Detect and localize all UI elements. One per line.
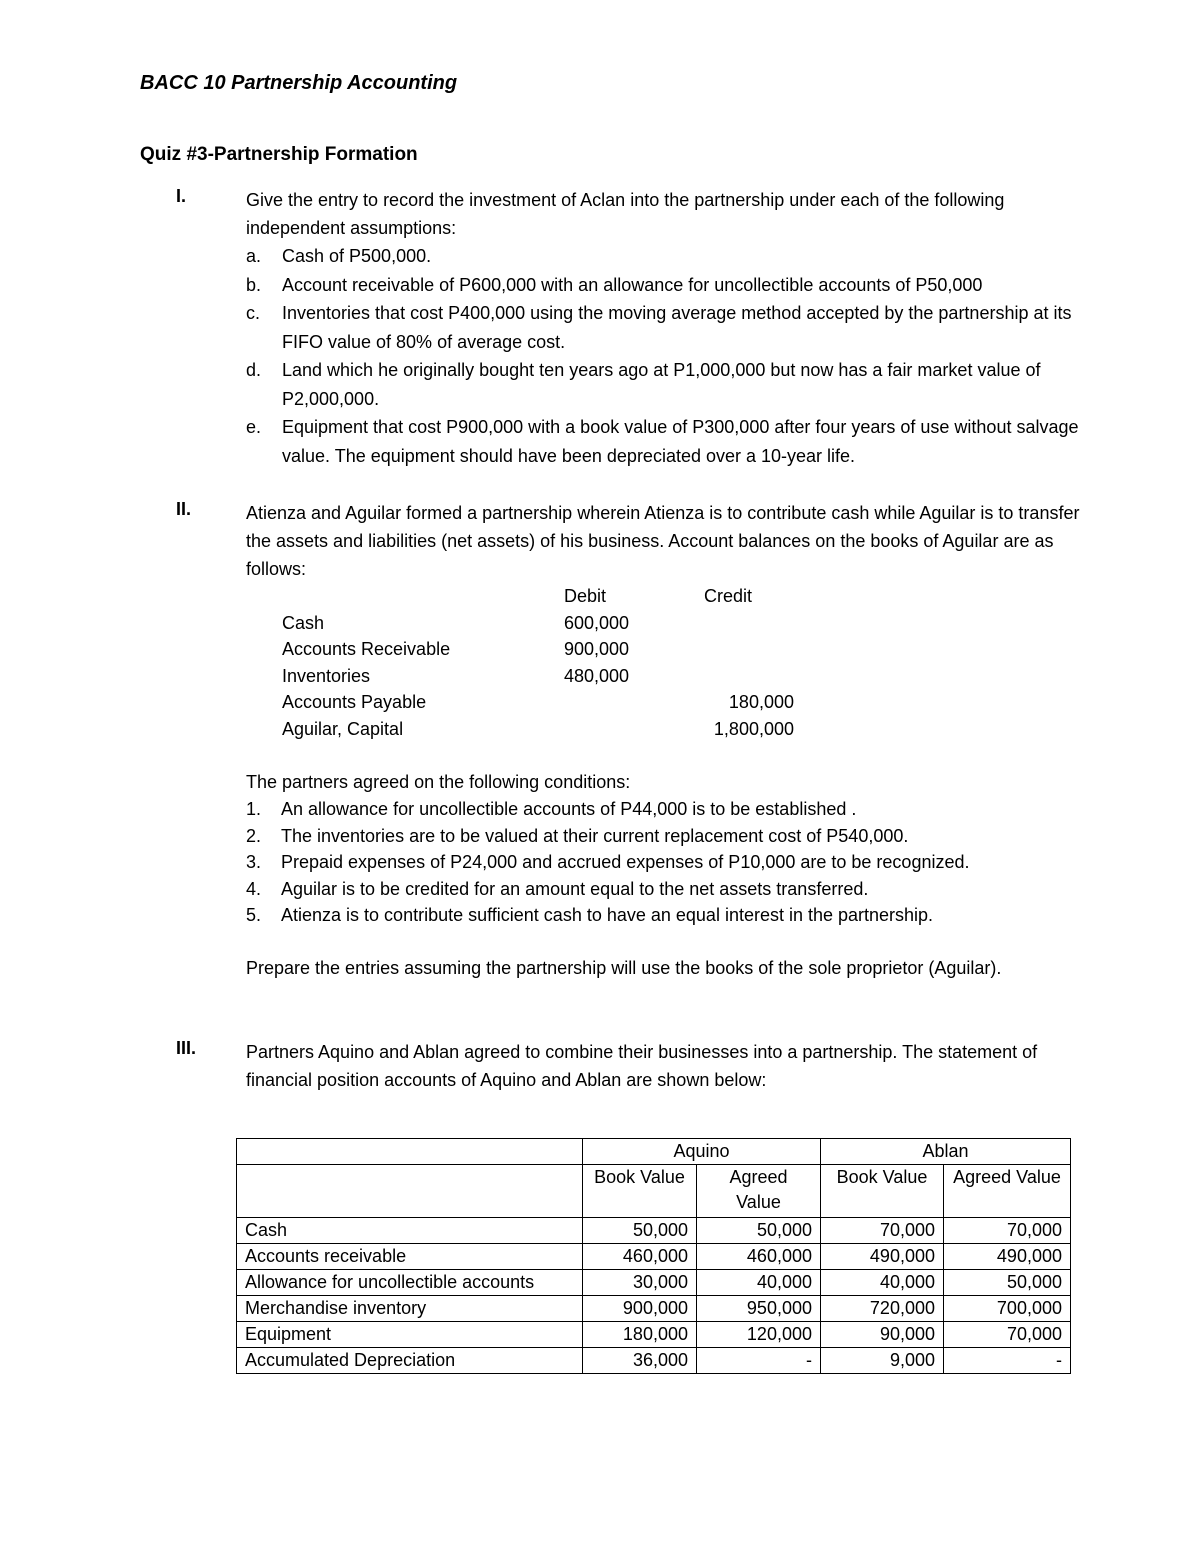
- quiz-title: Quiz #3-Partnership Formation: [140, 144, 418, 165]
- conditions-intro: The partners agreed on the following conditions:: [246, 772, 631, 792]
- section-3-intro: Partners Aquino and Ablan agreed to combine their businesses into a partnership. The statement of financial position accounts of Aquino and Ablan are shown below:: [246, 1042, 1038, 1090]
- table-row: Inventories 480,000: [282, 665, 630, 686]
- section-1: [140, 186, 1080, 470]
- table-row: Cash 600,000: [282, 612, 630, 633]
- table-row: Accumulated Depreciation 36,000 - 9,000 -: [237, 1348, 1071, 1374]
- list-item: b. Account receivable of P600,000 with an allowance for uncollectible accounts of P50,000: [246, 274, 983, 295]
- list-item: 4. Aguilar is to be credited for an amount equal to the net assets transferred.: [246, 878, 869, 899]
- ablan-book-value-header: Book Value: [821, 1165, 944, 1218]
- section-1-intro: Give the entry to record the investment of Aclan into the partnership under each of the following independent assumptions:: [246, 190, 1005, 238]
- financial-position-table: [236, 1138, 1071, 1374]
- course-title: BACC 10 Partnership Accounting: [140, 72, 458, 94]
- table-row: Merchandise inventory 900,000 950,000 720,000 700,000: [237, 1296, 1071, 1322]
- section-1-items: [246, 242, 1080, 470]
- section-2-numeral: II.: [176, 499, 192, 519]
- credit-header: Credit: [704, 586, 753, 606]
- section-1-numeral: I.: [176, 186, 187, 206]
- list-item: a. Cash of P500,000.: [246, 246, 432, 266]
- table-row: Accounts Payable 180,000: [282, 692, 794, 712]
- table-group-header-row: [237, 1139, 1071, 1165]
- table-sub-header-row: [237, 1165, 1071, 1218]
- debit-header: Debit: [564, 586, 607, 606]
- section-2: [140, 499, 1080, 929]
- list-item: e. Equipment that cost P900,000 with a book value of P300,000 after four years of use without salvage value. The equipment should have been depreciated over a 10-year life.: [246, 417, 1079, 466]
- ablan-agreed-value-header: Agreed Value: [944, 1165, 1071, 1218]
- list-item: 5. Atienza is to contribute sufficient cash to have an equal interest in the partnership.: [246, 905, 934, 925]
- aguilar-ledger-table: [282, 583, 794, 742]
- list-item: c. Inventories that cost P400,000 using the moving average method accepted by the partnership at its FIFO value of 80% of average cost.: [246, 303, 1072, 352]
- conditions-list: [210, 796, 1080, 929]
- aquino-book-value-header: Book Value: [583, 1165, 697, 1218]
- list-item: 2. The inventories are to be valued at their current replacement cost of P540,000.: [246, 825, 909, 846]
- list-item: 1. An allowance for uncollectible accounts of P44,000 is to be established .: [246, 799, 857, 819]
- ablan-header: Ablan: [821, 1139, 1071, 1165]
- aquino-agreed-value-header: Agreed Value: [697, 1165, 821, 1218]
- section-2-intro: Atienza and Aguilar formed a partnership wherein Atienza is to contribute cash while Aguilar is to transfer the assets and liabilities (net assets) of his business. Account balances on the books of Aguilar are as follows:: [246, 503, 1080, 579]
- section-2-instruction-block: [140, 954, 1080, 982]
- table-row: Allowance for uncollectible accounts 30,000 40,000 40,000 50,000: [237, 1270, 1071, 1296]
- table-row: Aguilar, Capital 1,800,000: [282, 718, 794, 739]
- section-3-numeral: III.: [176, 1038, 197, 1058]
- ledger-header-row: [282, 583, 794, 610]
- section-2-instruction: Prepare the entries assuming the partnership will use the books of the sole proprietor (Aguilar).: [246, 958, 1002, 978]
- section-3: [140, 1038, 1080, 1094]
- table-row: Cash 50,000 50,000 70,000 70,000: [237, 1218, 1071, 1244]
- aquino-header: Aquino: [583, 1139, 821, 1165]
- list-item: 3. Prepaid expenses of P24,000 and accrued expenses of P10,000 are to be recognized.: [246, 852, 970, 872]
- table-row: Accounts receivable 460,000 460,000 490,000 490,000: [237, 1244, 1071, 1270]
- table-row: Accounts Receivable 900,000: [282, 639, 630, 659]
- list-item: d. Land which he originally bought ten years ago at P1,000,000 but now has a fair market value of P2,000,000.: [246, 360, 1041, 409]
- table-row: Equipment 180,000 120,000 90,000 70,000: [237, 1322, 1071, 1348]
